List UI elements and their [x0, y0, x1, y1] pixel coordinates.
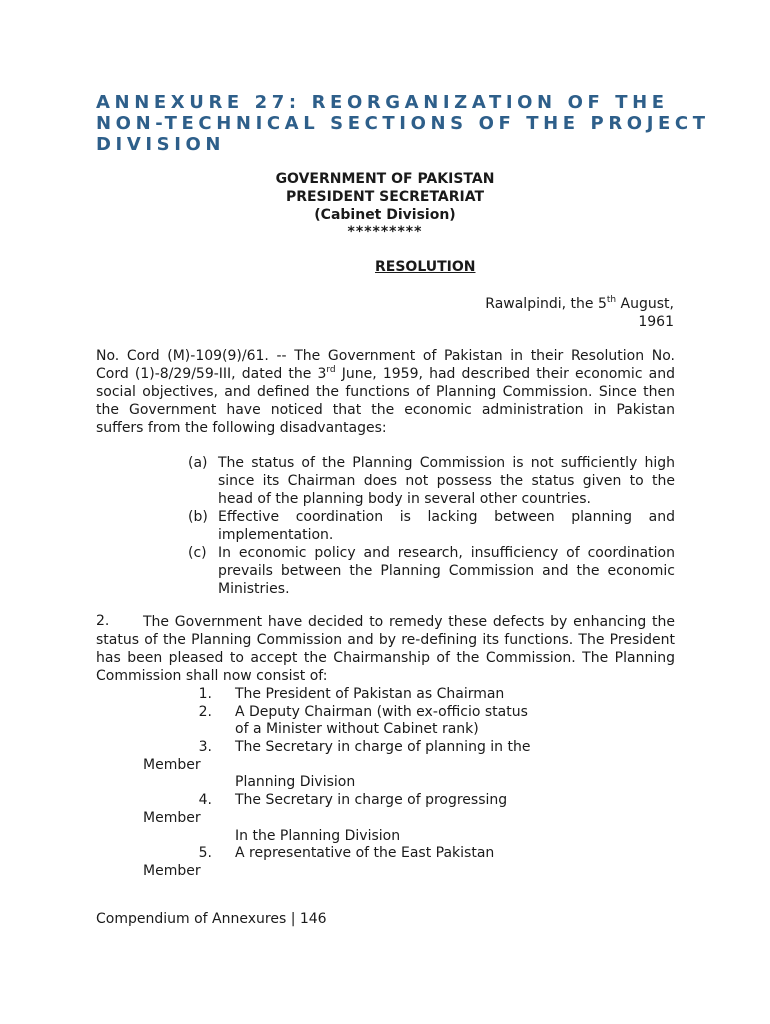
list-item-label: (a): [188, 455, 208, 471]
heading-line-3: DIVISION: [96, 134, 226, 155]
government-title: GOVERNMENT OF PAKISTAN: [275, 171, 495, 187]
member-number: 2.: [198, 703, 212, 720]
list-item: [188, 544, 675, 598]
division-title: (Cabinet Division): [314, 207, 456, 223]
date-sup: th: [606, 295, 617, 305]
member-number: 3.: [198, 739, 212, 756]
member-role: Member: [143, 756, 201, 773]
disadvantages-list: [188, 454, 675, 598]
date-year: 1961: [638, 314, 674, 330]
resolution-title: RESOLUTION: [375, 259, 476, 275]
heading-line-1: ANNEXURE 27: REORGANIZATION OF THE: [96, 92, 669, 113]
page-footer: Compendium of Annexures | 146: [96, 911, 327, 927]
member-text-continued: Planning Division: [235, 774, 356, 791]
dateline: [485, 295, 674, 331]
date-suffix: August,: [616, 296, 674, 312]
secretariat-title: PRESIDENT SECRETARIAT: [285, 189, 485, 205]
heading-line-2: NON-TECHNICAL SECTIONS OF THE PROJECT: [96, 113, 710, 134]
intro-paragraph: [96, 347, 675, 437]
list-item-text: In economic policy and research, insufficiency of coordination prevails between the Planning Commission and the economic Ministries.: [218, 545, 675, 597]
member-number: 4.: [198, 792, 212, 809]
list-item-text: Effective coordination is lacking between planning and implementation.: [218, 509, 675, 543]
paragraph-2: [96, 613, 675, 685]
member-text: The President of Pakistan as Chairman: [235, 686, 505, 702]
member-role: Member: [143, 809, 201, 826]
member-role: Member: [143, 862, 201, 879]
date-prefix: Rawalpindi, the 5: [485, 296, 607, 312]
member-number: 1.: [198, 686, 212, 702]
paragraph-2-number: 2.: [96, 613, 110, 629]
list-item: [188, 508, 675, 544]
intro-part-2: June, 1959, had described their economic and social objectives, and defined the functions of Planning Commission. Since then the Government have noticed that the economic administration in Pakistan suffers from the following disadvantages:: [96, 366, 675, 436]
paragraph-2-text: The Government have decided to remedy these defects by enhancing the status of the Planning Commission and by re-defining its functions. The President has been pleased to accept the Chairmanship of the Commission. The Planning Commission shall now consist of:: [96, 614, 675, 684]
intro-part-1: No. Cord (M)-109(9)/61. -- The Government of Pakistan in their Resolution No. Cord (1)-8/29/59-III, dated the 3: [96, 348, 675, 382]
list-item-label: (c): [188, 545, 207, 561]
list-item-label: (b): [188, 509, 208, 525]
list-item-text: The status of the Planning Commission is not sufficiently high since its Chairman does not possess the status given to the head of the planning body in several other countries.: [218, 455, 675, 507]
member-text: A Deputy Chairman (with ex-officio status: [235, 703, 528, 720]
list-item: [188, 454, 675, 508]
member-text: The Secretary in charge of planning in the: [235, 739, 531, 756]
member-text-continued: In the Planning Division: [235, 827, 401, 844]
member-text: A representative of the East Pakistan: [235, 845, 495, 862]
annexure-heading: [96, 92, 710, 155]
member-number: 5.: [198, 845, 212, 862]
member-text-continued: of a Minister without Cabinet rank): [235, 721, 479, 738]
intro-sup: rd: [326, 365, 336, 375]
separator-stars: *********: [347, 224, 423, 240]
member-text: The Secretary in charge of progressing: [235, 792, 508, 809]
